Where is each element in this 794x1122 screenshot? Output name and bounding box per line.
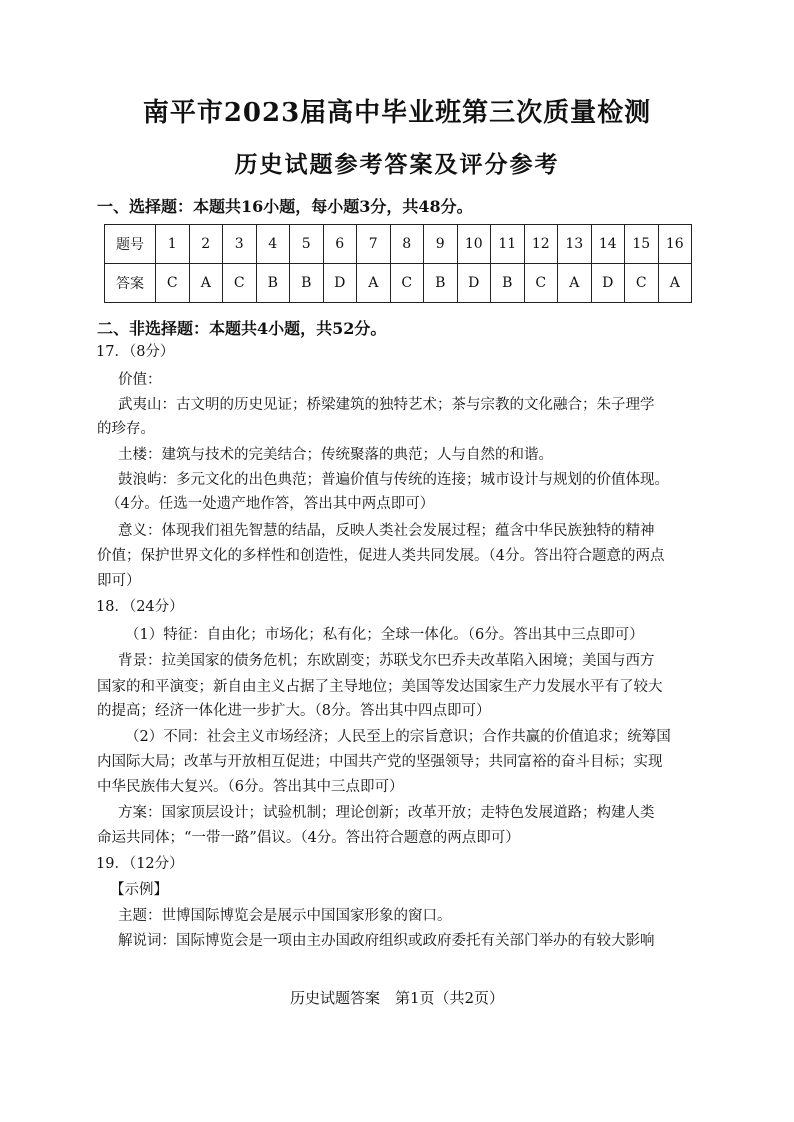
question-number-cell: 5 — [290, 225, 324, 264]
q18-plan-line1: 方案：国家顶层设计；试验机制；理论创新；改革开放；走特色发展道路；构建人类 — [118, 805, 655, 821]
answer-cell: A — [658, 264, 692, 303]
question-number-cell: 16 — [658, 225, 692, 264]
q17-gulangyu: 鼓浪屿：多元文化的出色典范；普遍价值与传统的连接；城市设计与规划的价值体现。 — [118, 472, 669, 488]
document-title: 南平市2023届高中毕业班第三次质量检测 — [142, 98, 652, 128]
answer-cell: B — [424, 264, 458, 303]
question-number-cell: 10 — [457, 225, 491, 264]
answer-cell: A — [189, 264, 223, 303]
question-number-cell: 7 — [357, 225, 391, 264]
q17-meaning-line1: 意义：体现我们祖先智慧的结晶，反映人类社会发展过程；蕴含中华民族独特的精神 — [118, 523, 655, 539]
answer-cell: C — [156, 264, 190, 303]
answer-cell: A — [558, 264, 592, 303]
question-number-cell: 6 — [323, 225, 357, 264]
q17-heading: 17．（8分） — [96, 344, 175, 360]
q17-wuyishan-line1: 武夷山：古文明的历史见证；桥梁建筑的独特艺术；茶与宗教的文化融合；朱子理学 — [118, 397, 655, 413]
q17-meaning-line3: 即可） — [97, 573, 141, 589]
question-number-cell: 14 — [591, 225, 625, 264]
question-number-cell: 1 — [156, 225, 190, 264]
question-number-cell: 9 — [424, 225, 458, 264]
q18-background-line1: 背景：拉美国家的债务危机；东欧剧变；苏联戈尔巴乔夫改革陷入困境；美国与西方 — [118, 653, 655, 669]
document-subtitle: 历史试题参考答案及评分参考 — [234, 151, 560, 178]
section1-heading: 一、选择题：本题共16小题，每小题3分，共48分。 — [97, 197, 473, 216]
q19-heading: 19．（12分） — [96, 856, 184, 872]
answer-cell: D — [457, 264, 491, 303]
answer-cell: C — [625, 264, 659, 303]
question-number-cell: 8 — [390, 225, 424, 264]
answer-cell: A — [357, 264, 391, 303]
question-number-row — [105, 225, 692, 264]
q19-explanation: 解说词：国际博览会是一项由主办国政府组织或政府委托有关部门举办的有较大影响 — [118, 933, 655, 949]
question-number-cell: 2 — [189, 225, 223, 264]
q19-theme: 主题：世博国际博览会是展示中国国家形象的窗口。 — [118, 908, 452, 924]
q18-plan-line2: 命运共同体；“一带一路”倡议。（4分。答出符合题意的两点即可） — [97, 830, 520, 846]
answer-cell: C — [524, 264, 558, 303]
q18-part1-features: （1）特征：自由化；市场化；私有化；全球一体化。（6分。答出其中三点即可） — [125, 627, 644, 643]
q18-background-line2: 国家的和平演变；新自由主义占据了主导地位；美国等发达国家生产力发展水平有了较大 — [97, 679, 663, 695]
q18-background-line3: 的提高；经济一体化进一步扩大。（8分。答出其中四点即可） — [97, 703, 491, 719]
q17-scoring-note: （4分。任选一处遗产地作答，答出其中两点即可） — [106, 496, 435, 512]
answer-cell: C — [390, 264, 424, 303]
question-number-cell: 12 — [524, 225, 558, 264]
question-number-cell: 13 — [558, 225, 592, 264]
section2-heading: 二、非选择题：本题共4小题，共52分。 — [97, 319, 387, 338]
answer-table — [104, 224, 692, 303]
row-label-question: 题号 — [105, 225, 156, 264]
question-number-cell: 15 — [625, 225, 659, 264]
q17-value-label: 价值： — [118, 372, 162, 388]
q18-part2-line1: （2）不同：社会主义市场经济；人民至上的宗旨意识；合作共赢的价值追求；统筹国 — [125, 729, 671, 745]
q18-heading: 18．（24分） — [96, 599, 184, 615]
question-number-cell: 11 — [491, 225, 525, 264]
page-footer: 历史试题答案 第1页（共2页） — [289, 989, 505, 1007]
answer-cell: B — [290, 264, 324, 303]
q18-part2-line3: 中华民族伟大复兴。（6分。答出其中三点即可） — [97, 779, 404, 795]
q17-meaning-line2: 价值；保护世界文化的多样性和创造性，促进人类共同发展。（4分。答出符合题意的两点 — [97, 548, 665, 564]
answer-row — [105, 264, 692, 303]
q17-wuyishan-line2: 的珍存。 — [97, 421, 155, 437]
row-label-answer: 答案 — [105, 264, 156, 303]
answer-cell: D — [591, 264, 625, 303]
answer-cell: D — [323, 264, 357, 303]
question-number-cell: 3 — [223, 225, 257, 264]
answer-cell: B — [491, 264, 525, 303]
answer-cell: B — [256, 264, 290, 303]
question-number-cell: 4 — [256, 225, 290, 264]
q18-part2-line2: 内国际大局；改革与开放相互促进；中国共产党的坚强领导；共同富裕的奋斗目标；实现 — [97, 754, 663, 770]
q17-tulou: 土楼：建筑与技术的完美结合；传统聚落的典范；人与自然的和谐。 — [118, 447, 553, 463]
q19-example-label: 【示例】 — [110, 882, 168, 898]
answer-cell: C — [223, 264, 257, 303]
